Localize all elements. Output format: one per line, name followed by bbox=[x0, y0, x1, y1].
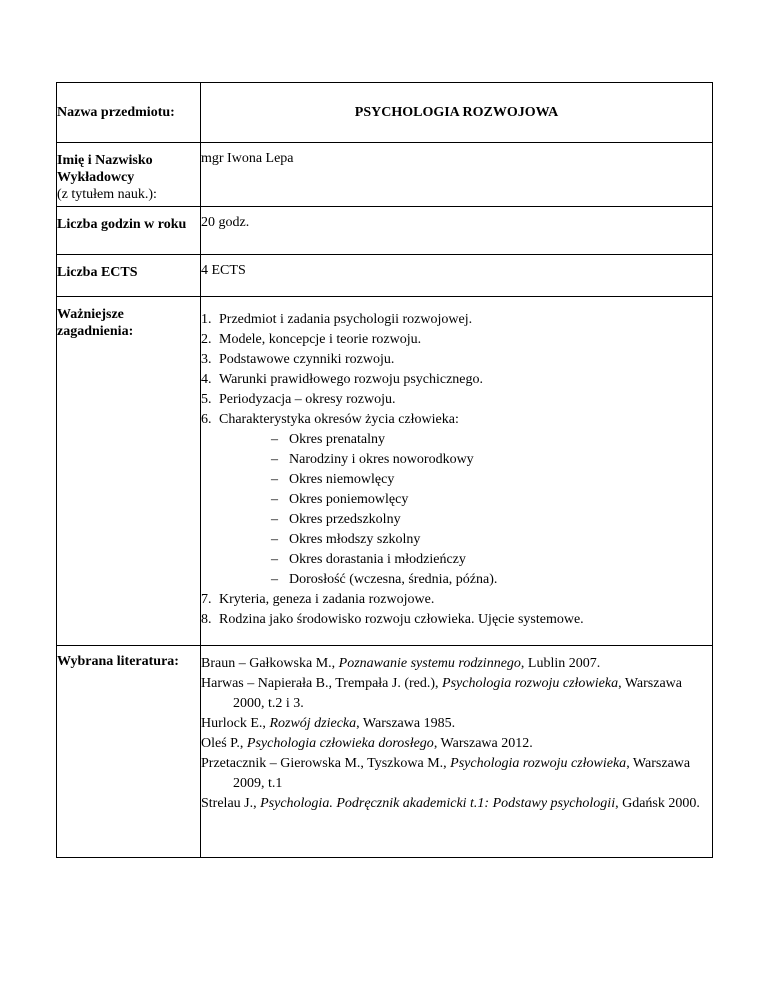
topic-item: 6. Charakterystyka okresów życia człowieka: – Okres prenatalny – Narodziny i okres noworodkowy – Okres niemowlęcy – Okres poniemowlęcy – Okres przedszkolny – Okres młodszy szkolny – Okres dorastania i młodzieńczy – Dorosłość (wczesna, średnia, późna). bbox=[201, 410, 712, 590]
topic-item: 7. Kryteria, geneza i zadania rozwojowe. bbox=[201, 592, 435, 607]
ects-label-text: Liczba ECTS bbox=[57, 265, 138, 280]
hours-label bbox=[57, 207, 201, 255]
topic-text: Warunki prawidłowego rozwoju psychicznego. bbox=[219, 372, 484, 387]
book-title: Psychologia. Podręcznik akademicki t.1: Podstawy psychologii bbox=[260, 796, 616, 811]
topic-text: Rodzina jako środowisko rozwoju człowieka. Ujęcie systemowe. bbox=[219, 612, 584, 627]
literature-label-text: Wybrana literatura: bbox=[57, 654, 179, 669]
literature-row bbox=[57, 646, 713, 858]
dash-bullet: – bbox=[271, 452, 278, 467]
topic-text: Podstawowe czynniki rozwoju. bbox=[219, 352, 395, 367]
course-syllabus-table bbox=[56, 82, 713, 858]
topics-label-text: Ważniejsze zagadnienia: bbox=[57, 307, 134, 339]
book-title: Psychologia rozwoju człowieka bbox=[450, 756, 627, 771]
ects-label bbox=[57, 255, 201, 297]
lecturer-label bbox=[57, 143, 201, 207]
period-item: – Okres prenatalny bbox=[271, 430, 712, 450]
literature-entry: Harwas – Napierała B., Trempała J. (red.), Psychologia rozwoju człowieka, Warszawa 2000, t.2 i 3. bbox=[201, 676, 682, 711]
period-item: – Okres poniemowlęcy bbox=[271, 490, 712, 510]
ects-row bbox=[57, 255, 713, 297]
course-title-text: PSYCHOLOGIA ROZWOJOWA bbox=[354, 104, 559, 120]
hours-value-text: 20 godz. bbox=[201, 215, 250, 230]
dash-bullet: – bbox=[271, 512, 278, 527]
topics-list-cell bbox=[201, 297, 713, 646]
literature-entry: Strelau J., Psychologia. Podręcznik akademicki t.1: Podstawy psychologii, Gdańsk 2000. bbox=[201, 796, 700, 811]
hours-row bbox=[57, 207, 713, 255]
topics-row bbox=[57, 297, 713, 646]
period-item: – Dorosłość (wczesna, średnia, późna). bbox=[271, 570, 712, 590]
course-label bbox=[57, 83, 201, 143]
topics-label bbox=[57, 297, 201, 646]
dash-bullet: – bbox=[271, 472, 278, 487]
lecturer-label-line3: (z tytułem nauk.): bbox=[57, 187, 157, 202]
topic-item: 1. Przedmiot i zadania psychologii rozwojowej. bbox=[201, 312, 473, 327]
period-item: – Okres przedszkolny bbox=[271, 510, 712, 530]
book-title: Psychologia rozwoju człowieka bbox=[442, 676, 619, 691]
topic-item: 4. Warunki prawidłowego rozwoju psychicznego. bbox=[201, 372, 484, 387]
topic-text: Charakterystyka okresów życia człowieka: bbox=[219, 412, 459, 427]
topic-text: Modele, koncepcje i teorie rozwoju. bbox=[219, 332, 422, 347]
dash-bullet: – bbox=[271, 432, 278, 447]
period-item: – Narodziny i okres noworodkowy bbox=[271, 450, 712, 470]
topic-item: 3. Podstawowe czynniki rozwoju. bbox=[201, 352, 395, 367]
lecturer-label-line1: Imię i Nazwisko bbox=[57, 153, 153, 168]
book-title: Poznawanie systemu rodzinnego bbox=[338, 656, 521, 671]
literature-entry: Braun – Gałkowska M., Poznawanie systemu rodzinnego, Lublin 2007. bbox=[201, 656, 601, 671]
literature-entry: Hurlock E., Rozwój dziecka, Warszawa 1985. bbox=[201, 716, 456, 731]
course-row bbox=[57, 83, 713, 143]
lecturer-label-line2: Wykładowcy bbox=[57, 170, 135, 185]
topic-item: 2. Modele, koncepcje i teorie rozwoju. bbox=[201, 332, 422, 347]
course-label-text: Nazwa przedmiotu: bbox=[57, 105, 175, 120]
period-item: – Okres niemowlęcy bbox=[271, 470, 712, 490]
topics-list bbox=[201, 310, 712, 630]
topic-text: Przedmiot i zadania psychologii rozwojowej. bbox=[219, 312, 473, 327]
topic-text: Periodyzacja – okresy rozwoju. bbox=[219, 392, 396, 407]
dash-bullet: – bbox=[271, 552, 278, 567]
literature-label bbox=[57, 646, 201, 858]
literature-entry: Przetacznik – Gierowska M., Tyszkowa M., Psychologia rozwoju człowieka, Warszawa 2009, t.1 bbox=[201, 756, 691, 791]
dash-bullet: – bbox=[271, 572, 278, 587]
book-title: Psychologia człowieka dorosłego bbox=[246, 736, 434, 751]
topic-item: 8. Rodzina jako środowisko rozwoju człowieka. Ujęcie systemowe. bbox=[201, 612, 584, 627]
dash-bullet: – bbox=[271, 492, 278, 507]
literature-entry: Oleś P., Psychologia człowieka dorosłego, Warszawa 2012. bbox=[201, 736, 533, 751]
ects-value-text: 4 ECTS bbox=[201, 263, 246, 278]
book-title: Rozwój dziecka bbox=[269, 716, 357, 731]
lecturer-value bbox=[201, 143, 713, 207]
hours-label-text: Liczba godzin w roku bbox=[57, 217, 187, 232]
ects-value bbox=[201, 255, 713, 297]
lecturer-name: mgr Iwona Lepa bbox=[201, 151, 294, 166]
topic-item: 5. Periodyzacja – okresy rozwoju. bbox=[201, 392, 396, 407]
period-item: – Okres dorastania i młodzieńczy bbox=[271, 550, 712, 570]
lecturer-row bbox=[57, 143, 713, 207]
literature-list bbox=[201, 646, 713, 858]
dash-bullet: – bbox=[271, 532, 278, 547]
hours-value bbox=[201, 207, 713, 255]
course-title bbox=[201, 83, 713, 143]
period-item: – Okres młodszy szkolny bbox=[271, 530, 712, 550]
topic-text: Kryteria, geneza i zadania rozwojowe. bbox=[219, 592, 435, 607]
life-periods-list bbox=[219, 430, 712, 590]
